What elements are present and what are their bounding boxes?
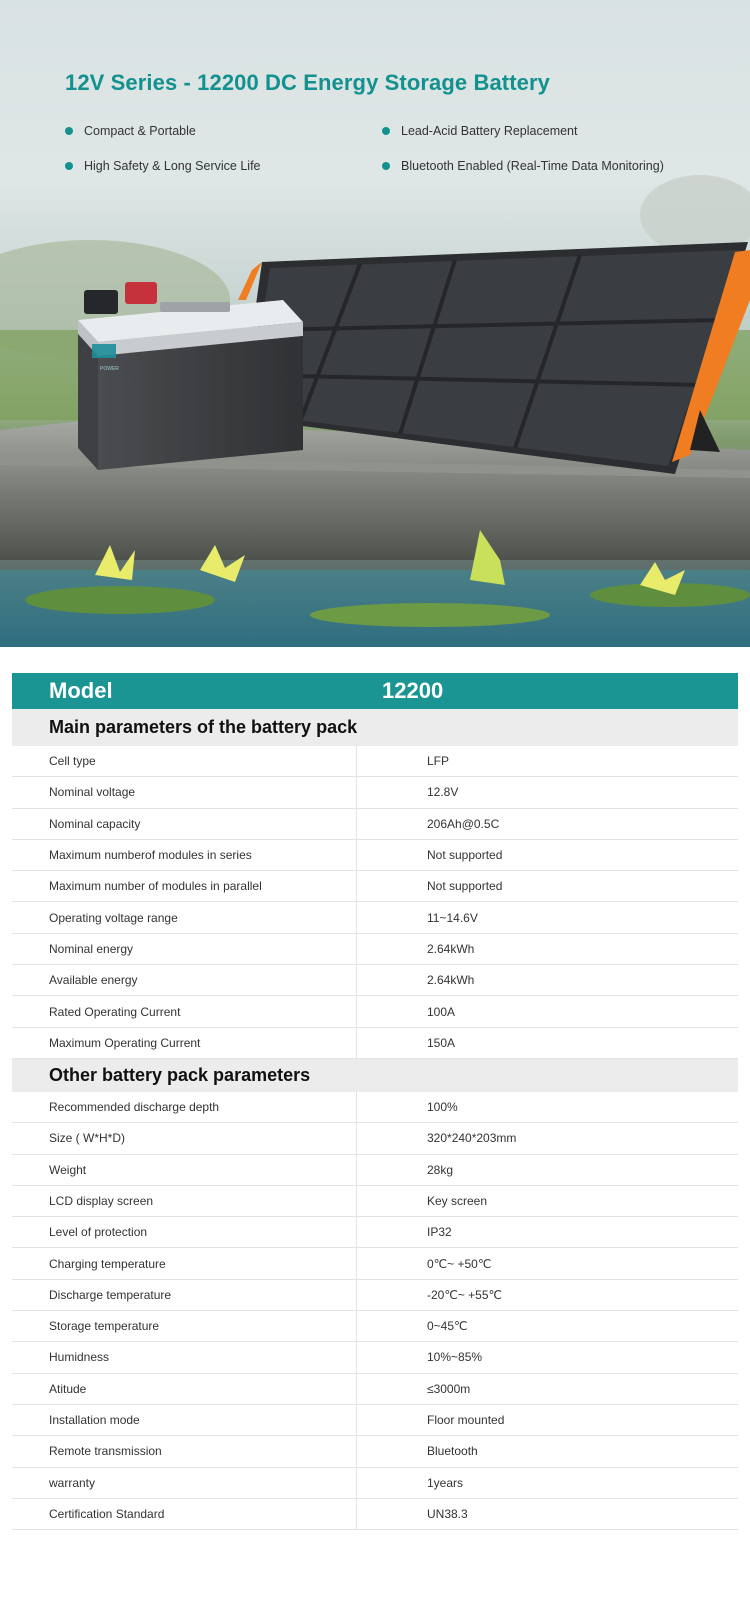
other-parameters-group <box>12 1092 738 1530</box>
parameter-label: Discharge temperature <box>12 1280 357 1310</box>
hero-illustration <box>0 0 750 647</box>
parameter-value: -20℃~ +55℃ <box>427 1287 502 1302</box>
feature-item <box>382 124 577 138</box>
feature-item <box>382 159 664 173</box>
parameter-value: 100A <box>427 1004 456 1019</box>
parameter-label: Operating voltage range <box>12 902 357 932</box>
table-row <box>12 1028 738 1059</box>
parameter-label: Level of protection <box>12 1217 357 1247</box>
parameter-label: Maximum Operating Current <box>12 1028 357 1058</box>
model-label: Model <box>49 678 113 703</box>
table-row <box>12 809 738 840</box>
parameter-label: Nominal energy <box>12 934 357 964</box>
parameter-value: UN38.3 <box>427 1506 468 1521</box>
parameter-label: Installation mode <box>12 1405 357 1435</box>
parameter-value: 100% <box>427 1100 458 1115</box>
parameter-value: IP32 <box>427 1225 452 1240</box>
parameter-label: warranty <box>12 1468 357 1498</box>
parameter-label: Available energy <box>12 965 357 995</box>
table-row <box>12 1155 738 1186</box>
parameter-value: 2.64kWh <box>427 941 475 956</box>
table-row <box>12 1374 738 1405</box>
parameter-label: LCD display screen <box>12 1186 357 1216</box>
feature-label: High Safety & Long Service Life <box>84 159 261 173</box>
parameter-value: 1years <box>427 1475 464 1490</box>
table-row <box>12 1405 738 1436</box>
table-row <box>12 1436 738 1467</box>
table-row <box>12 1499 738 1530</box>
parameter-label: Humidness <box>12 1342 357 1372</box>
feature-label: Lead-Acid Battery Replacement <box>401 124 578 138</box>
parameter-value: Bluetooth <box>427 1444 478 1459</box>
parameter-label: Certification Standard <box>12 1499 357 1529</box>
parameter-value: Not supported <box>427 848 503 863</box>
spec-table <box>12 673 738 1530</box>
feature-label: Bluetooth Enabled (Real-Time Data Monitoring) <box>401 159 664 173</box>
parameter-value: 150A <box>427 1035 456 1050</box>
table-row <box>12 1342 738 1373</box>
table-row <box>12 746 738 777</box>
bullet-dot-icon <box>382 162 390 170</box>
parameter-label: Nominal voltage <box>12 777 357 807</box>
parameter-value: 12.8V <box>427 785 459 800</box>
table-row <box>12 934 738 965</box>
parameter-label: Weight <box>12 1155 357 1185</box>
parameter-value: 206Ah@0.5C <box>427 816 500 831</box>
table-row <box>12 871 738 902</box>
battery-illustration <box>78 282 303 470</box>
model-value: 12200 <box>382 678 444 703</box>
table-row <box>12 840 738 871</box>
parameter-label: Recommended discharge depth <box>12 1092 357 1122</box>
bullet-dot-icon <box>65 127 73 135</box>
table-row <box>12 965 738 996</box>
main-parameters-group <box>12 746 738 1059</box>
table-row <box>12 1311 738 1342</box>
page-title: 12V Series - 12200 DC Energy Storage Battery <box>65 70 550 95</box>
parameter-value: 10%~85% <box>427 1350 483 1365</box>
parameter-label: Cell type <box>12 746 357 776</box>
table-row <box>12 996 738 1027</box>
table-row <box>12 1186 738 1217</box>
parameter-label: Rated Operating Current <box>12 996 357 1026</box>
parameter-label: Nominal capacity <box>12 809 357 839</box>
table-row <box>12 902 738 933</box>
table-row <box>12 777 738 808</box>
parameter-label: Remote transmission <box>12 1436 357 1466</box>
battery-logo-text: POWER <box>100 366 119 372</box>
parameter-value: 0℃~ +50℃ <box>427 1256 492 1271</box>
parameter-label: Charging temperature <box>12 1248 357 1278</box>
parameter-label: Maximum numberof modules in series <box>12 840 357 870</box>
table-row <box>12 1468 738 1499</box>
parameter-label: Size ( W*H*D) <box>12 1123 357 1153</box>
feature-item <box>65 124 196 138</box>
parameter-value: 28kg <box>427 1162 454 1177</box>
parameter-value: Floor mounted <box>427 1413 505 1428</box>
section-heading-other: Other battery pack parameters <box>12 1059 738 1092</box>
table-row <box>12 1280 738 1311</box>
table-row <box>12 1217 738 1248</box>
parameter-label: Atitude <box>12 1374 357 1404</box>
parameter-label: Storage temperature <box>12 1311 357 1341</box>
table-header-row <box>12 673 738 709</box>
parameter-value: 320*240*203mm <box>427 1131 517 1146</box>
parameter-value: LFP <box>427 754 450 769</box>
bullet-dot-icon <box>65 162 73 170</box>
hero-banner <box>0 0 750 647</box>
parameter-value: 0~45℃ <box>427 1319 468 1334</box>
feature-item <box>65 159 261 173</box>
table-row <box>12 1092 738 1123</box>
feature-label: Compact & Portable <box>84 124 196 138</box>
section-heading-main: Main parameters of the battery pack <box>12 709 738 746</box>
table-row <box>12 1248 738 1279</box>
parameter-value: 2.64kWh <box>427 973 475 988</box>
bullet-dot-icon <box>382 127 390 135</box>
parameter-label: Maximum number of modules in parallel <box>12 871 357 901</box>
parameter-value: 11~14.6V <box>427 910 478 925</box>
parameter-value: Not supported <box>427 879 503 894</box>
parameter-value: ≤3000m <box>427 1381 471 1396</box>
table-row <box>12 1123 738 1154</box>
parameter-value: Key screen <box>427 1194 488 1208</box>
